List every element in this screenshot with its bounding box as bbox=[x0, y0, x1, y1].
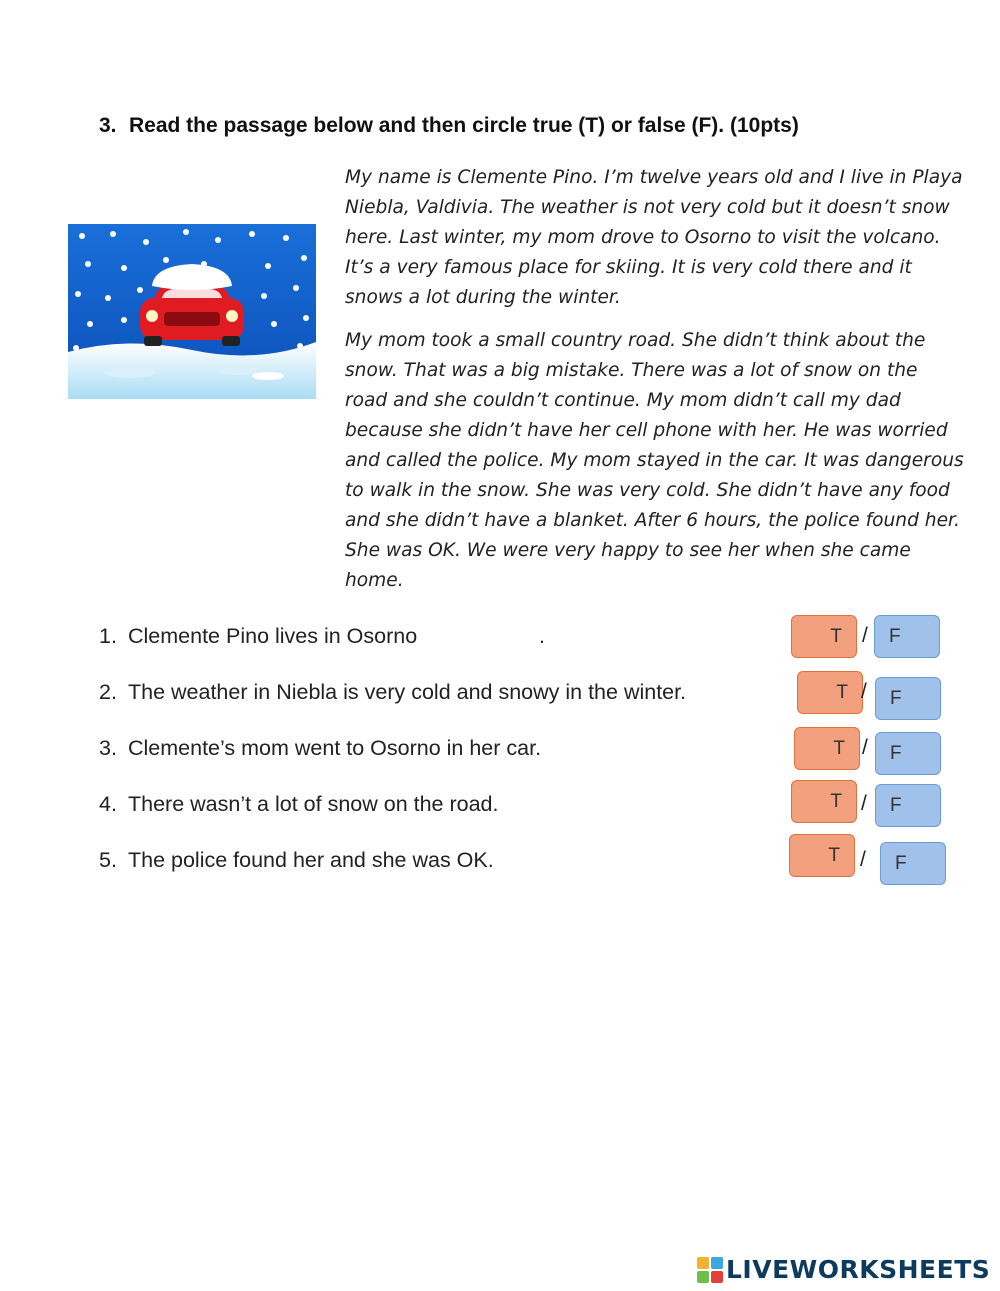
question-4 bbox=[99, 792, 499, 817]
question-3 bbox=[99, 736, 541, 761]
question-number: 3. bbox=[99, 736, 117, 760]
true-option-q5[interactable]: T bbox=[789, 834, 855, 877]
option-separator: / bbox=[860, 848, 866, 871]
false-option-q2[interactable]: F bbox=[875, 677, 941, 720]
reading-passage bbox=[345, 163, 965, 609]
true-option-q2[interactable]: T bbox=[797, 671, 863, 714]
true-option-q4[interactable]: T bbox=[791, 780, 857, 823]
passage-paragraph-1: My name is Clemente Pino. I’m twelve years old and I live in Playa Niebla, Valdivia. The weather is not very cold but it doesn’t snow here. Last winter, my mom drove to Osorno to visit the volcano. It’s a very famous place for skiing. It is very cold there and it snows a lot during the winter. bbox=[345, 167, 963, 308]
question-number: 2. bbox=[99, 680, 117, 704]
true-option-q3[interactable]: T bbox=[794, 727, 860, 770]
option-separator: / bbox=[861, 792, 867, 815]
question-number: 1. bbox=[99, 624, 117, 648]
option-separator: / bbox=[862, 624, 868, 647]
question-text: The police found her and she was OK. bbox=[128, 848, 494, 872]
true-option-q1[interactable]: T bbox=[791, 615, 857, 658]
liveworksheets-logo-icon bbox=[697, 1257, 723, 1283]
question-number: 5. bbox=[99, 848, 117, 872]
false-option-q1[interactable]: F bbox=[874, 615, 940, 658]
question-number: 4. bbox=[99, 792, 117, 816]
question-text: Clemente Pino lives in Osorno bbox=[128, 624, 418, 648]
false-option-q5[interactable]: F bbox=[880, 842, 946, 885]
car-in-snow-illustration bbox=[68, 224, 316, 399]
liveworksheets-logo[interactable] bbox=[697, 1255, 990, 1285]
question-text: There wasn’t a lot of snow on the road. bbox=[128, 792, 499, 816]
question-1 bbox=[99, 624, 545, 649]
question-5 bbox=[99, 848, 494, 873]
question-text: The weather in Niebla is very cold and snowy in the winter. bbox=[128, 680, 687, 704]
false-option-q4[interactable]: F bbox=[875, 784, 941, 827]
passage-paragraph-2: My mom took a small country road. She didn’t think about the snow. That was a big mistake. There was a lot of snow on the road and she couldn’t continue. My mom didn’t call my dad because she didn’t have her cell phone with her. He was worried and called the police. My mom stayed in the car. It was dangerous to walk in the snow. She was very cold. She didn’t have any food and she didn’t have a blanket. After 6 hours, the police found her. She was OK. We were very happy to see her when she came home. bbox=[345, 330, 964, 591]
section-heading bbox=[99, 114, 979, 138]
section-number: 3. bbox=[99, 114, 117, 137]
question-text: Clemente’s mom went to Osorno in her car. bbox=[128, 736, 542, 760]
answer-blank-dot: . bbox=[539, 624, 545, 648]
question-2 bbox=[99, 680, 686, 705]
brand-name: LIVEWORKSHEETS bbox=[726, 1255, 991, 1284]
option-separator: / bbox=[862, 736, 868, 759]
option-separator: / bbox=[861, 680, 867, 703]
section-instruction: Read the passage below and then circle true (T) or false (F). (10pts) bbox=[129, 114, 799, 137]
false-option-q3[interactable]: F bbox=[875, 732, 941, 775]
